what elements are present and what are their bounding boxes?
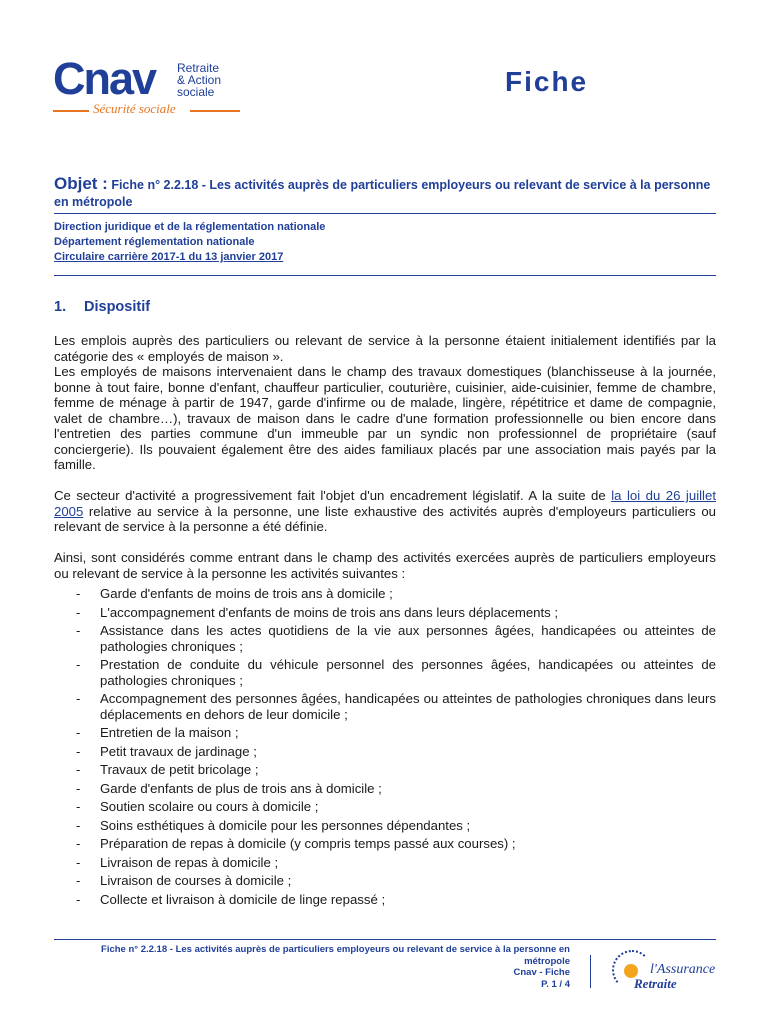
list-dash: -: [76, 743, 81, 759]
meta-block: [54, 220, 325, 265]
list-item-text: Collecte et livraison à domicile de linge repassé ;: [100, 891, 386, 907]
list-dash: -: [76, 873, 81, 888]
paragraph-text: relative au service à la personne, une liste exhaustive des activités auprès d'employeurs particuliers ou relevant de service à la personne a été définie.: [54, 503, 716, 534]
list-item-text: Garde d'enfants de moins de trois ans à domicile ;: [100, 586, 393, 601]
objet-text: Fiche n° 2.2.18 - Les activités auprès de particuliers employeurs ou relevant de service à la personne en métropole: [54, 178, 711, 209]
list-item: [54, 892, 716, 908]
list-item-text: Assistance dans les actes quotidiens de la vie aux personnes âgées, handicapées ou atteintes de pathologies chroniques ;: [100, 623, 716, 654]
list-item-text: Livraison de repas à domicile ;: [100, 854, 279, 870]
list-item: [54, 799, 716, 815]
list-item-text: Entretien de la maison ;: [100, 725, 239, 740]
footer-separator: [590, 955, 591, 988]
logo-side-text: [177, 62, 221, 98]
list-dash: -: [76, 780, 81, 796]
list-dash: -: [76, 586, 81, 601]
logo-side-line: & Action: [177, 73, 222, 87]
paragraph: Ainsi, sont considérés comme entrant dans le champ des activités exercées auprès de particuliers employeurs ou relevant de service à la personne les activités suivantes :: [54, 550, 716, 581]
paragraph: Les emplois auprès des particuliers ou relevant de service à la personne étaient initialement identifiés par la catégorie des « employés de maison ».: [54, 333, 716, 364]
logo-divider: [53, 110, 89, 112]
list-dash: -: [76, 725, 81, 740]
page-number: P. 1 / 4: [541, 978, 570, 990]
list-item: [54, 725, 716, 741]
activity-list: [54, 586, 716, 907]
list-item-text: Préparation de repas à domicile (y compris temps passé aux courses) ;: [100, 836, 516, 851]
list-item: [54, 744, 716, 760]
list-dash: -: [76, 762, 81, 777]
list-dash: -: [76, 817, 81, 833]
loi-link[interactable]: la loi du 26 juillet 2005: [54, 488, 716, 519]
list-item-text: Soutien scolaire ou cours à domicile ;: [100, 799, 319, 814]
circulaire-link[interactable]: Circulaire carrière 2017-1 du 13 janvier 2017: [54, 251, 284, 263]
section-number: 1.: [54, 299, 67, 315]
departement-line: Département réglementation nationale: [54, 236, 255, 248]
direction-line: Direction juridique et de la réglementation nationale: [54, 221, 326, 233]
list-item: [54, 762, 716, 778]
objet-label: Objet :: [54, 174, 108, 193]
list-dash: -: [76, 836, 81, 851]
list-item-text: Livraison de courses à domicile ;: [100, 873, 292, 888]
doc-type-title: Fiche: [505, 66, 589, 97]
list-item-text: Accompagnement des personnes âgées, handicapées ou atteintes de pathologies chroniques dans leurs déplacements en dehors de leur domicile ;: [100, 691, 716, 722]
paragraph: [54, 488, 716, 535]
section-title-text: Dispositif: [84, 299, 151, 315]
footer-line: Fiche n° 2.2.18 - Les activités auprès de particuliers employeurs ou relevant de service à la personne en: [101, 944, 570, 955]
footer-line: métropole: [524, 955, 570, 967]
logo-tagline: Sécurité sociale: [93, 101, 176, 116]
list-dash: -: [76, 854, 81, 870]
logo-divider: [190, 110, 240, 112]
objet-block: [54, 175, 720, 211]
section-heading: [54, 299, 150, 315]
list-item-text: Garde d'enfants de plus de trois ans à domicile ;: [100, 780, 382, 796]
list-item: [54, 623, 716, 654]
footer-divider: [54, 939, 716, 940]
list-item-text: Prestation de conduite du véhicule personnel des personnes âgées, handicapées ou atteintes de pathologies chroniques ;: [100, 657, 716, 688]
list-item-text: L'accompagnement d'enfants de moins de trois ans dans leurs déplacements ;: [100, 604, 559, 620]
footer-line: Cnav - Fiche: [513, 967, 570, 978]
list-dash: -: [76, 657, 81, 672]
logo-wordmark: Cnav: [53, 53, 156, 104]
assurance-retraite-logo: [604, 944, 720, 994]
list-item-text: Travaux de petit bricolage ;: [100, 762, 259, 777]
list-item: [54, 605, 716, 621]
logo-side-line: Retraite: [177, 61, 220, 75]
list-item: [54, 873, 716, 889]
divider: [54, 213, 716, 214]
list-dash: -: [76, 604, 81, 620]
footer-text: [54, 944, 570, 990]
cnav-logo: [53, 53, 243, 118]
list-item: [54, 836, 716, 852]
list-item: [54, 586, 716, 602]
list-dash: -: [76, 891, 81, 907]
logo-text: l'Assurance: [650, 962, 716, 977]
section-body: [54, 333, 716, 910]
list-item: [54, 855, 716, 871]
list-item: [54, 657, 716, 688]
list-item: [54, 818, 716, 834]
list-dash: -: [76, 623, 81, 638]
list-dash: -: [76, 691, 81, 706]
logo-side-line: sociale: [177, 85, 215, 99]
divider: [54, 275, 716, 276]
paragraph: Les employés de maisons intervenaient dans le champ des travaux domestiques (blanchisseuse à la journée, bonne à tout faire, bonne d'enfant, chauffeur particulier, couturière, cuisinier, aide-cuisinier, femme de chambre, femme de ménage à partir de 1947, garde d'infirme ou de malade, lingère, répétitrice et dame de compagnie, valet de chambre…), travaux de maison dans le cadre d'une formation professionnelle ou bien encore dans l'entretien des parties commune d'un immeuble par un syndic non professionnel de propriétaire (sauf conciergerie). Ils pouvaient également être des aides familiaux placés par une association mais payés par la famille.: [54, 364, 716, 472]
list-dash: -: [76, 799, 81, 814]
paragraph-text: Ce secteur d'activité a progressivement fait l'objet d'un encadrement législatif. A la suite de: [54, 488, 612, 503]
list-item-text: Soins esthétiques à domicile pour les personnes dépendantes ;: [100, 817, 471, 833]
list-item-text: Petit travaux de jardinage ;: [100, 743, 257, 759]
logo-text: Retraite: [634, 976, 677, 991]
list-item: [54, 781, 716, 797]
list-item: [54, 691, 716, 722]
